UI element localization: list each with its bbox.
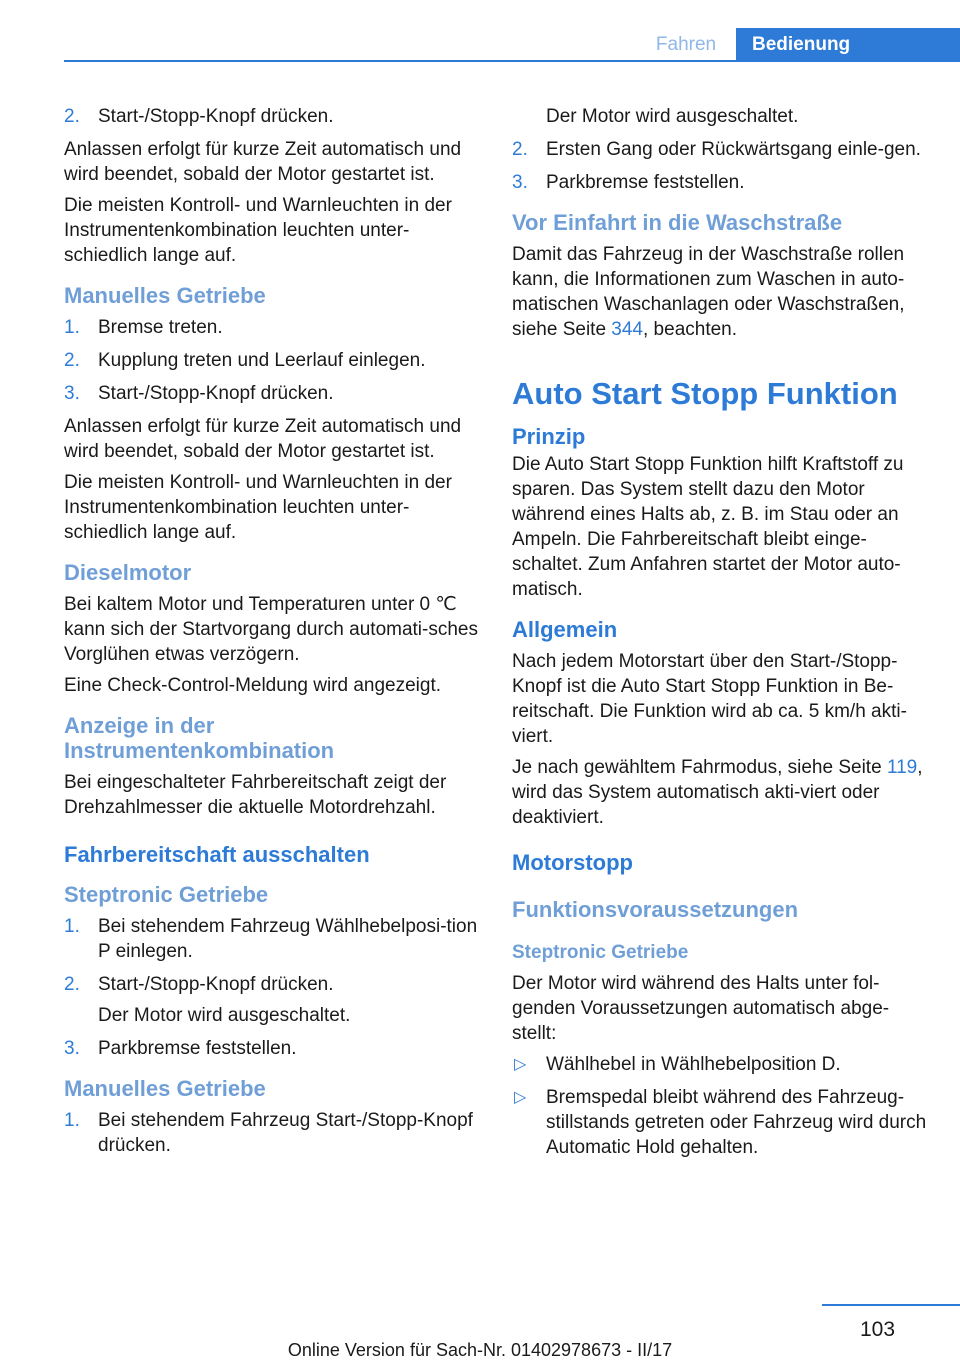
list-subtext: Der Motor wird ausgeschaltet. (98, 1005, 351, 1026)
heading-prinzip: Prinzip (512, 424, 586, 449)
paragraph (512, 755, 928, 830)
list-item (64, 914, 480, 964)
list-item (512, 137, 928, 162)
tab-bedienung[interactable]: Bedienung (736, 28, 960, 61)
list-item (64, 972, 480, 997)
heading-auto-start-stopp: Auto Start Stopp Funktion (512, 376, 898, 411)
heading-funktionsvoraussetzungen: Funktionsvoraussetzungen (512, 897, 799, 922)
page-header (0, 0, 960, 62)
list-number: 2. (64, 350, 80, 371)
list-item (512, 170, 928, 195)
heading-steptronic-getriebe: Steptronic Getriebe (512, 942, 689, 963)
list-item (64, 348, 480, 373)
list-number: 3. (512, 172, 528, 193)
paragraph-text: Je nach gewähltem Fahrmodus, siehe Seite (512, 757, 887, 778)
triangle-bullet-icon: ▷ (514, 1089, 527, 1106)
paragraph: Der Motor wird während des Halts unter fol‐genden Voraussetzungen automatisch abge‐stellt: (512, 973, 890, 1044)
list-number: 2. (64, 106, 80, 127)
list-item (64, 1036, 480, 1061)
list-number: 3. (64, 383, 80, 404)
triangle-bullet-icon: ▷ (514, 1056, 527, 1073)
list-number: 1. (64, 317, 80, 338)
list-number: 3. (64, 1038, 80, 1059)
list-item (64, 1108, 480, 1158)
paragraph: Bei eingeschalteter Fahrbereitschaft zeigt der Drehzahlmesser die aktuelle Motordrehzahl. (64, 772, 447, 818)
heading-manuelles-getriebe: Manuelles Getriebe (64, 283, 266, 308)
list-text: Start-/Stopp-Knopf drücken. (98, 106, 334, 127)
heading-dieselmotor: Dieselmotor (64, 560, 192, 585)
heading-steptronic: Steptronic Getriebe (64, 882, 269, 907)
paragraph-text: , beachten. (643, 319, 738, 340)
paragraph-text: Damit das Fahrzeug in der Waschstraße rollen kann, die Informationen zum Waschen in auto‐matischen Waschanlagen oder Waschstraßen, siehe Seite (512, 244, 905, 340)
list-text: Bei stehendem Fahrzeug Wählhebelposi‐tion P einlegen. (98, 916, 478, 962)
paragraph (512, 242, 928, 342)
tab-fahren[interactable]: Fahren (655, 33, 717, 55)
list-item (64, 104, 480, 129)
heading-motorstopp: Motorstopp (512, 850, 633, 875)
list-item (64, 315, 480, 340)
heading-fahrbereitschaft-ausschalten: Fahrbereitschaft ausschalten (64, 842, 370, 867)
list-number: 2. (512, 139, 528, 160)
list-text: Wählhebel in Wählhebelposition D. (546, 1054, 841, 1075)
list-item (64, 381, 480, 406)
paragraph: Die Auto Start Stopp Funktion hilft Kraftstoff zu sparen. Das System stellt dazu den Motor während eines Halts ab, z. B. im Stau oder an Ampeln. Die Fahrbereitschaft bleibt einge‐schaltet. Zum Anfahren startet der Motor auto‐matisch. (512, 454, 904, 600)
list-number: 1. (64, 916, 80, 937)
list-text: Ersten Gang oder Rückwärtsgang einle‐gen. (546, 139, 921, 160)
page-number: 103 (860, 1318, 896, 1341)
heading-manuelles-getriebe-2: Manuelles Getriebe (64, 1076, 266, 1101)
list-subtext: Der Motor wird ausgeschaltet. (546, 106, 799, 127)
heading-waschstrasse: Vor Einfahrt in die Waschstraße (512, 210, 843, 235)
page-link-344[interactable]: 344 (611, 319, 643, 340)
heading-anzeige: Anzeige in der Instrumentenkombination (64, 713, 335, 763)
list-text: Bei stehendem Fahrzeug Start-/Stopp-Knopf drücken. (98, 1110, 473, 1156)
heading-allgemein: Allgemein (512, 617, 618, 642)
paragraph: Die meisten Kontroll- und Warnleuchten in der Instrumentenkombination leuchten unter‐schiedlich lange auf. (64, 472, 452, 543)
header-divider (64, 60, 960, 62)
left-column (64, 104, 480, 1166)
paragraph: Bei kaltem Motor und Temperaturen unter 0 ℃ kann sich der Startvorgang durch automati‐sches Vorglühen etwas verzögern. (64, 594, 478, 665)
paragraph: Die meisten Kontroll- und Warnleuchten in der Instrumentenkombination leuchten unter‐schiedlich lange auf. (64, 195, 452, 266)
list-text: Parkbremse feststellen. (98, 1038, 297, 1059)
list-text: Kupplung treten und Leerlauf einlegen. (98, 350, 426, 371)
list-item (512, 1085, 928, 1160)
footer-online-version: Online Version für Sach-Nr. 01402978673 - II/17 (287, 1340, 673, 1360)
list-text: Parkbremse feststellen. (546, 172, 745, 193)
paragraph: Nach jedem Motorstart über den Start-/Stopp-Knopf ist die Auto Start Stopp Funktion in Be‐reitschaft. Die Funktion wird ab ca. 5 km/h akti‐viert. (512, 651, 907, 747)
page-link-119[interactable]: 119 (886, 757, 918, 778)
paragraph: Anlassen erfolgt für kurze Zeit automatisch und wird beendet, sobald der Motor gestartet ist. (64, 416, 462, 462)
list-text: Start-/Stopp-Knopf drücken. (98, 383, 334, 404)
list-item (512, 1052, 928, 1077)
paragraph: Anlassen erfolgt für kurze Zeit automatisch und wird beendet, sobald der Motor gestartet ist. (64, 139, 462, 185)
paragraph: Eine Check-Control-Meldung wird angezeigt. (64, 675, 442, 696)
list-text: Bremse treten. (98, 317, 223, 338)
right-column (512, 104, 928, 1168)
list-text: Bremspedal bleibt während des Fahrzeug‐stillstands getreten oder Fahrzeug wird durch Automatic Hold gehalten. (546, 1087, 927, 1158)
list-number: 1. (64, 1110, 80, 1131)
list-number: 2. (64, 974, 80, 995)
list-text: Start-/Stopp-Knopf drücken. (98, 974, 334, 995)
footer-divider (822, 1304, 960, 1306)
paragraph-text: , wird das System automatisch akti‐viert oder deaktiviert. (512, 757, 923, 828)
